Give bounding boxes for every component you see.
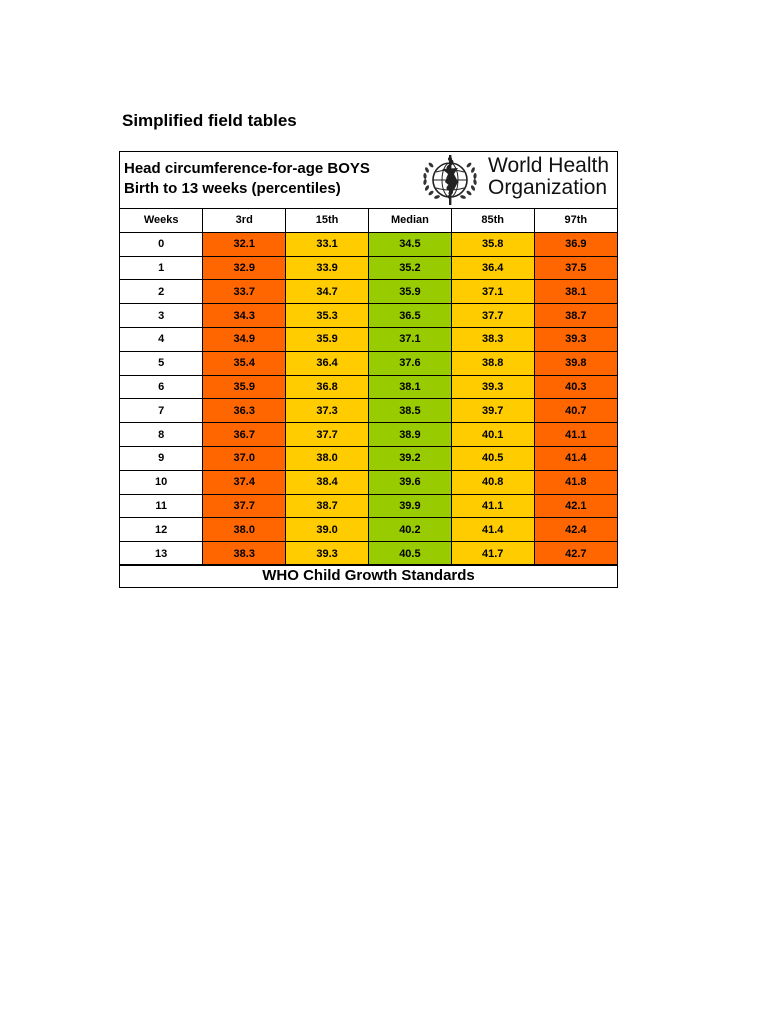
column-header-weeks: Weeks: [120, 209, 203, 232]
cell-p85: 41.4: [451, 518, 534, 542]
cell-weeks: 8: [120, 423, 203, 447]
table-row: [120, 280, 617, 304]
cell-p85: 35.8: [451, 232, 534, 256]
cell-weeks: 6: [120, 375, 203, 399]
cell-p97: 36.9: [534, 232, 617, 256]
cell-p97: 41.4: [534, 446, 617, 470]
cell-p3: 36.3: [203, 399, 286, 423]
column-header-97th: 97th: [534, 209, 617, 232]
cell-weeks: 12: [120, 518, 203, 542]
cell-median: 40.5: [368, 542, 451, 566]
cell-p15: 35.3: [286, 304, 369, 328]
growth-table-sheet: [119, 151, 618, 588]
cell-weeks: 11: [120, 494, 203, 518]
cell-weeks: 1: [120, 256, 203, 280]
table-row: [120, 399, 617, 423]
cell-p97: 40.3: [534, 375, 617, 399]
cell-p97: 42.1: [534, 494, 617, 518]
column-header-3rd: 3rd: [203, 209, 286, 232]
cell-p85: 41.1: [451, 494, 534, 518]
table-row: [120, 470, 617, 494]
organization-name: [488, 155, 616, 199]
cell-p3: 35.4: [203, 351, 286, 375]
cell-median: 39.6: [368, 470, 451, 494]
organization-name-line2: Organization: [488, 176, 608, 199]
cell-p3: 34.3: [203, 304, 286, 328]
table-footer: WHO Child Growth Standards: [120, 564, 617, 587]
cell-median: 40.2: [368, 518, 451, 542]
table-row: [120, 423, 617, 447]
cell-p15: 38.7: [286, 494, 369, 518]
table-row: [120, 304, 617, 328]
cell-p3: 32.1: [203, 232, 286, 256]
cell-p97: 37.5: [534, 256, 617, 280]
cell-p85: 37.7: [451, 304, 534, 328]
cell-p3: 37.0: [203, 446, 286, 470]
cell-median: 34.5: [368, 232, 451, 256]
cell-p97: 42.4: [534, 518, 617, 542]
table-title: Head circumference-for-age BOYS: [124, 160, 370, 177]
cell-weeks: 0: [120, 232, 203, 256]
cell-median: 39.2: [368, 446, 451, 470]
column-header-15th: 15th: [286, 209, 369, 232]
cell-p15: 38.0: [286, 446, 369, 470]
cell-p15: 39.0: [286, 518, 369, 542]
page-heading: Simplified field tables: [122, 111, 297, 130]
cell-p15: 36.4: [286, 351, 369, 375]
cell-p85: 38.8: [451, 351, 534, 375]
cell-p15: 33.1: [286, 232, 369, 256]
cell-median: 38.1: [368, 375, 451, 399]
cell-p15: 36.8: [286, 375, 369, 399]
organization-name-line1: World Health: [488, 154, 609, 177]
percentile-table: [120, 209, 617, 566]
table-row: [120, 327, 617, 351]
cell-p15: 39.3: [286, 542, 369, 566]
cell-p3: 38.3: [203, 542, 286, 566]
cell-median: 37.6: [368, 351, 451, 375]
cell-p85: 40.1: [451, 423, 534, 447]
cell-p85: 40.8: [451, 470, 534, 494]
cell-p3: 35.9: [203, 375, 286, 399]
cell-p97: 38.1: [534, 280, 617, 304]
cell-p15: 38.4: [286, 470, 369, 494]
cell-p85: 41.7: [451, 542, 534, 566]
table-row: [120, 232, 617, 256]
cell-median: 36.5: [368, 304, 451, 328]
cell-p3: 36.7: [203, 423, 286, 447]
table-header-row: [120, 209, 617, 232]
cell-p97: 41.8: [534, 470, 617, 494]
column-header-median: Median: [368, 209, 451, 232]
cell-p85: 40.5: [451, 446, 534, 470]
cell-p85: 39.3: [451, 375, 534, 399]
cell-p97: 41.1: [534, 423, 617, 447]
cell-weeks: 2: [120, 280, 203, 304]
cell-p85: 38.3: [451, 327, 534, 351]
cell-p3: 33.7: [203, 280, 286, 304]
cell-p3: 34.9: [203, 327, 286, 351]
cell-p15: 37.3: [286, 399, 369, 423]
cell-p3: 37.4: [203, 470, 286, 494]
cell-weeks: 10: [120, 470, 203, 494]
cell-p15: 34.7: [286, 280, 369, 304]
cell-weeks: 7: [120, 399, 203, 423]
column-header-85th: 85th: [451, 209, 534, 232]
cell-p15: 35.9: [286, 327, 369, 351]
table-row: [120, 446, 617, 470]
table-header-block: [120, 152, 617, 209]
cell-p3: 37.7: [203, 494, 286, 518]
cell-weeks: 13: [120, 542, 203, 566]
table-row: [120, 494, 617, 518]
who-emblem-icon: [418, 152, 488, 206]
cell-p85: 36.4: [451, 256, 534, 280]
cell-p97: 39.3: [534, 327, 617, 351]
cell-median: 35.2: [368, 256, 451, 280]
cell-weeks: 5: [120, 351, 203, 375]
cell-p85: 37.1: [451, 280, 534, 304]
cell-weeks: 4: [120, 327, 203, 351]
table-row: [120, 256, 617, 280]
cell-p97: 42.7: [534, 542, 617, 566]
cell-median: 37.1: [368, 327, 451, 351]
cell-p15: 33.9: [286, 256, 369, 280]
cell-p3: 38.0: [203, 518, 286, 542]
table-row: [120, 542, 617, 566]
cell-p3: 32.9: [203, 256, 286, 280]
cell-p15: 37.7: [286, 423, 369, 447]
cell-p97: 38.7: [534, 304, 617, 328]
cell-weeks: 3: [120, 304, 203, 328]
table-subtitle: Birth to 13 weeks (percentiles): [124, 180, 341, 197]
table-row: [120, 518, 617, 542]
cell-p97: 39.8: [534, 351, 617, 375]
cell-median: 38.5: [368, 399, 451, 423]
cell-p97: 40.7: [534, 399, 617, 423]
cell-weeks: 9: [120, 446, 203, 470]
table-row: [120, 375, 617, 399]
cell-median: 39.9: [368, 494, 451, 518]
table-row: [120, 351, 617, 375]
cell-p85: 39.7: [451, 399, 534, 423]
cell-median: 38.9: [368, 423, 451, 447]
cell-median: 35.9: [368, 280, 451, 304]
